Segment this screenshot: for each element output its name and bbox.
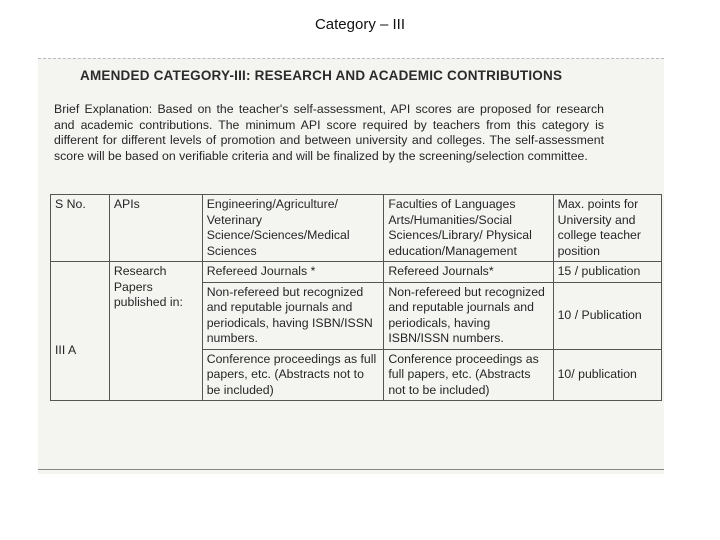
- header-max-points: Max. points for University and college teacher position: [553, 195, 661, 262]
- document-heading: AMENDED CATEGORY-III: RESEARCH AND ACADEMIC CONTRIBUTIONS: [80, 68, 563, 83]
- page-cut-edge: [38, 469, 664, 474]
- brief-explanation: Brief Explanation: Based on the teacher's self-assessment, API scores are proposed for research and academic contributions. The minimum API score required by teachers from this category is different for different levels of promotion and between university and colleges. The self-assessment score will be based on verifiable criteria and will be finalized by the screening/selection committee.: [54, 102, 604, 163]
- refereed-engineering: Refereed Journals *: [202, 262, 384, 283]
- conference-max-points: 10/ publication: [553, 349, 661, 401]
- table-row: [51, 262, 662, 283]
- sno-value: III A: [55, 343, 77, 358]
- header-languages: Faculties of Languages Arts/Humanities/Social Sciences/Library/ Physical education/Management: [384, 195, 553, 262]
- non-refereed-max-points: 10 / Publication: [553, 282, 661, 349]
- conference-engineering: Conference proceedings as full papers, etc. (Abstracts not to be included): [202, 349, 384, 401]
- api-label-cell: Research Papers published in:: [109, 262, 202, 401]
- non-refereed-languages: Non-refereed but recognized and reputable journals and periodicals, having ISBN/ISSN numbers.: [384, 282, 553, 349]
- slide-title: Category – III: [314, 16, 406, 33]
- header-apis: APIs: [109, 195, 202, 262]
- scanned-document: [38, 58, 664, 474]
- refereed-max-points: 15 / publication: [553, 262, 661, 283]
- header-sno: S No.: [51, 195, 110, 262]
- conference-languages: Conference proceedings as full papers, etc. (Abstracts not to be included): [384, 349, 553, 401]
- header-engineering: Engineering/Agriculture/ Veterinary Science/Sciences/Medical Sciences: [202, 195, 384, 262]
- refereed-languages: Refereed Journals*: [384, 262, 553, 283]
- table-header-row: [51, 195, 662, 262]
- sno-cell: [51, 262, 110, 401]
- api-score-table: [50, 194, 662, 401]
- non-refereed-engineering: Non-refereed but recognized and reputable journals and periodicals, having ISBN/ISSN numbers.: [202, 282, 384, 349]
